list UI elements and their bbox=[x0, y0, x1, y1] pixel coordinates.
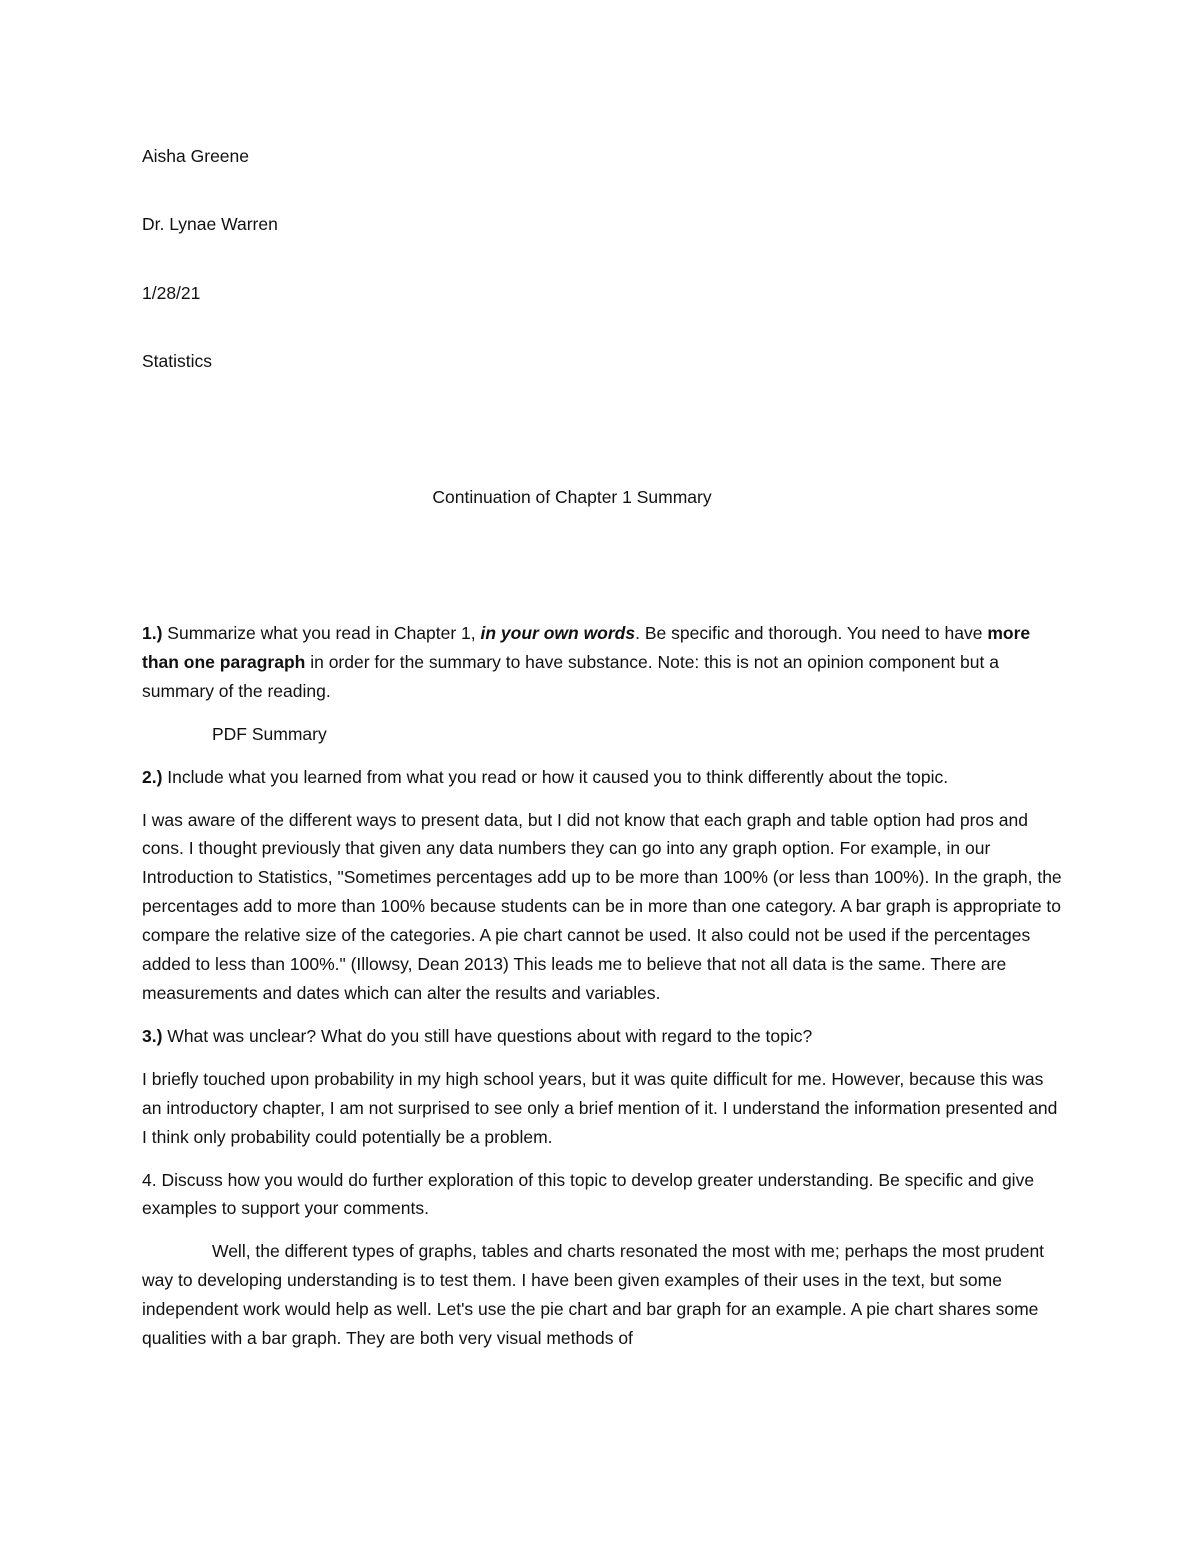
student-name: Aisha Greene bbox=[142, 146, 250, 166]
question-1-number: 1.) bbox=[142, 623, 163, 643]
question-3 bbox=[142, 1022, 1062, 1051]
question-1-text-c: in order for the summary to have substance. Note: this is not an opinion component but a summary of the reading. bbox=[142, 651, 999, 701]
question-2-text: Include what you learned from what you read or how it caused you to think differently about the topic. bbox=[162, 766, 949, 787]
answer-3: I briefly touched upon probability in my high school years, but it was quite difficult for me. However, because this was an introductory chapter, I am not surprised to see only a brief mention of it. I understand the information presented and I think only probability could potentially be a problem. bbox=[142, 1068, 1058, 1147]
course-name: Statistics bbox=[142, 351, 213, 371]
question-3-number: 3.) bbox=[142, 1025, 163, 1046]
question-3-text: What was unclear? What do you still have questions about with regard to the topic? bbox=[162, 1025, 813, 1046]
date: 1/28/21 bbox=[142, 283, 201, 303]
answer-2: I was aware of the different ways to present data, but I did not know that each graph and table option had pros and cons. I thought previously that given any data numbers they can go into any graph option. For example, in our Introduction to Statistics, "Sometimes percentages add up to be more than 100% (or less than 100%). In the graph, the percentages add to more than 100% because students can be in more than one category. A bar graph is appropriate to compare the relative size of the categories. A pie chart cannot be used. It also could not be used if the percentages added to less than 100%." (Illowsy, Dean 2013) This leads me to believe that not all data is the same. There are measurements and dates which can alter the results and variables. bbox=[142, 809, 1062, 1003]
question-1-strong: more than one paragraph bbox=[142, 623, 1031, 672]
document-body bbox=[142, 619, 1062, 1353]
question-1-text-a: Summarize what you read in Chapter 1, bbox=[162, 623, 481, 643]
document-title: Continuation of Chapter 1 Summary bbox=[432, 487, 712, 507]
question-2 bbox=[142, 763, 1062, 792]
answer-1: PDF Summary bbox=[212, 723, 327, 744]
question-4: 4. Discuss how you would do further exploration of this topic to develop greater understanding. Be specific and give examples to support your comments. bbox=[142, 1169, 1035, 1219]
answer-4: Well, the different types of graphs, tables and charts resonated the most with me; perhaps the most prudent way to developing understanding is to test them. I have been given examples of their uses in the text, but some independent work would help as well. Let's use the pie chart and bar graph for an example. A pie chart shares some qualities with a bar graph. They are both very visual methods of bbox=[142, 1241, 1045, 1349]
question-2-number: 2.) bbox=[142, 766, 163, 787]
question-1 bbox=[142, 619, 1062, 706]
question-1-emphasis: in your own words bbox=[480, 623, 636, 643]
instructor-name: Dr. Lynae Warren bbox=[142, 214, 278, 234]
question-1-text-b: . Be specific and thorough. You need to have bbox=[635, 623, 988, 643]
